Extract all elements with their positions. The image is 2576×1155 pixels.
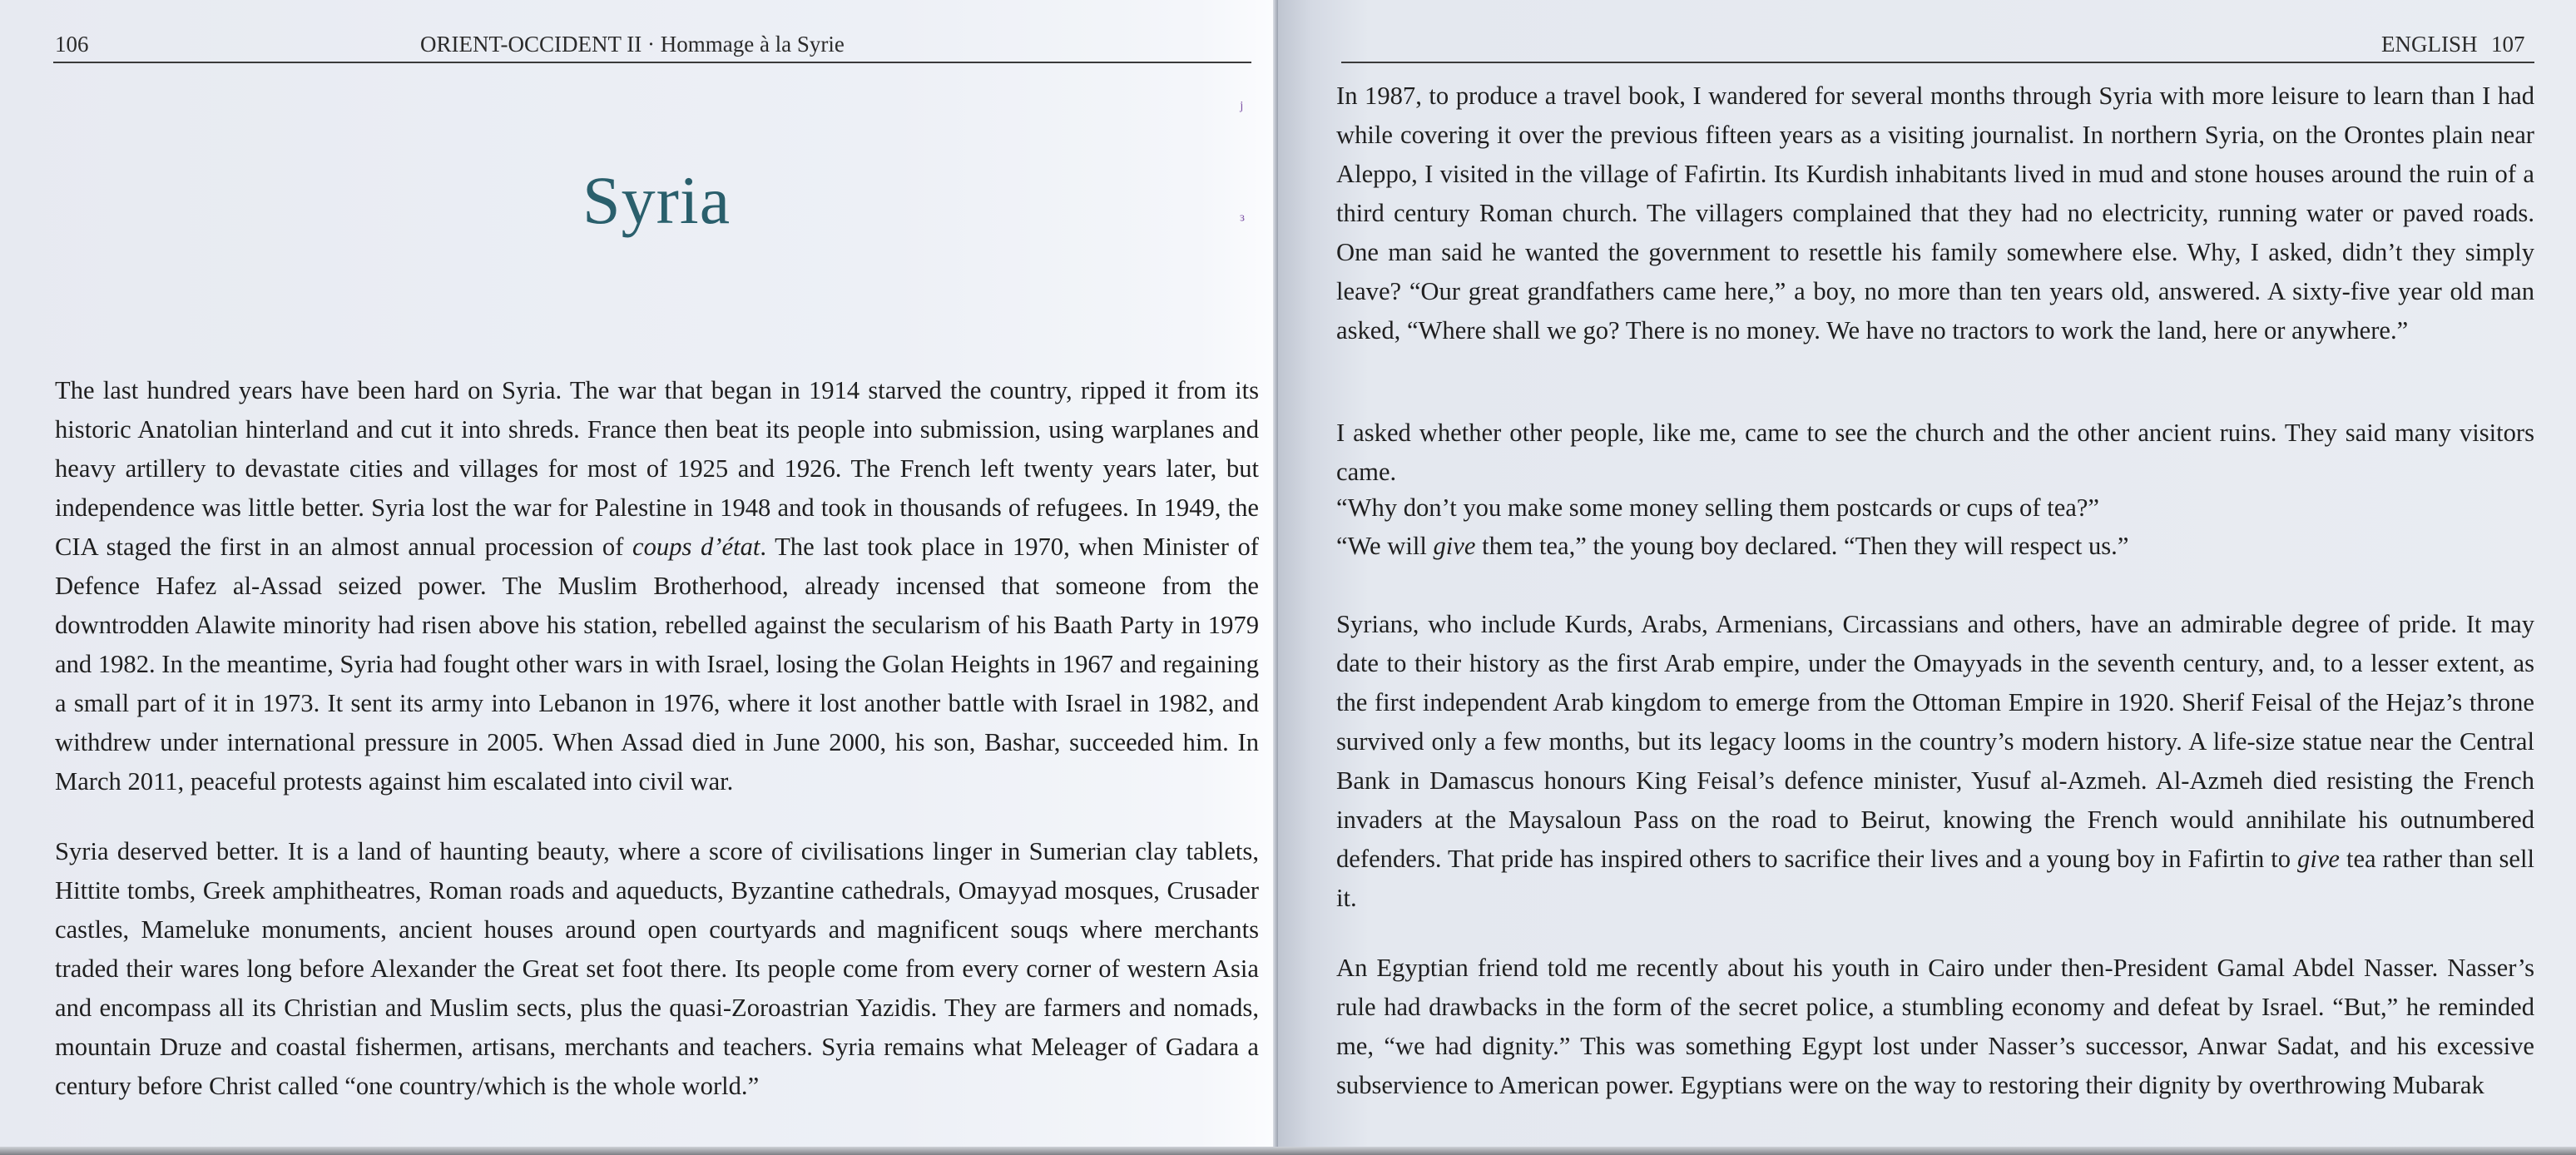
left-header-rule	[53, 62, 1251, 63]
left-page-number: 106	[55, 32, 89, 57]
left-paragraph-2: Syria deserved better. It is a land of haunting beauty, where a score of civilisations linger in Sumerian clay tablets, Hittite tombs, Greek amphitheatres, Roman roads and aqueducts, Byzantine cathedrals, Omayyad mosques, Crusader castles, Mameluke monuments, ancient houses around open courtyards and magnificent souqs where merchants traded their wares long before Alexander the Great set foot there. Its people come from every corner of western Asia and encompass all its Christian and Muslim sects, plus the quasi-Zoroastrian Yazidis. They are farmers and nomads, mountain Druze and coastal fishermen, artisans, merchants and teachers. Syria remains what Meleager of Gadara a century before Christ called “one country/which is the whole world.”	[55, 837, 1259, 1100]
chapter-title: Syria	[582, 162, 731, 238]
right-running-header: ENGLISH	[2381, 32, 2478, 57]
right-page-number: 107	[2491, 32, 2525, 57]
left-running-header: ORIENT-OCCIDENT II · Hommage à la Syrie	[420, 32, 845, 57]
dialogue-line-2: “We will give them tea,” the young boy declared. “Then they will respect us.”	[1336, 532, 2129, 560]
right-paragraph-4: An Egyptian friend told me recently about his youth in Cairo under then-President Gamal Abdel Nasser. Nasser’s rule had drawbacks in the form of the secret police, a stumbling economy and defeat by Israel. “But,” he reminded me, “we had dignity.” This was something Egypt lost under Nasser’s successor, Anwar Sadat, and his excessive subservience to American power. Egyptians were on the way to restoring their dignity by overthrowing Mubarak	[1336, 954, 2534, 1099]
right-paragraph-1: In 1987, to produce a travel book, I wandered for several months through Syria with more leisure to learn than I had while covering it over the previous fifteen years as a visiting journalist. In northern Syria, on the Orontes plain near Aleppo, I visited in the village of Fafirtin. Its Kurdish inhabitants lived in mud and stone houses around the ruin of a third century Roman church. The villagers complained that they had no electricity, running water or paved roads. One man said he wanted the government to resettle his family somewhere else. Why, I asked, didn’t they simply leave? “Our great grandfathers came here,” a boy, no more than ten years old, answered. A sixty-five year old man asked, “Where shall we go? There is no money. We have no tractors to work the land, here or anywhere.”	[1336, 82, 2534, 345]
left-page	[0, 0, 1273, 1155]
dialogue-line-1: “Why don’t you make some money selling them postcards or cups of tea?”	[1336, 493, 2100, 522]
right-paragraph-2: I asked whether other people, like me, came to see the church and the other ancient ruins. They said many visitors came.	[1336, 419, 2534, 486]
margin-mark-middle: ᵌ	[1240, 210, 1245, 231]
page-bottom-edge	[0, 1147, 2576, 1155]
left-paragraph-1: The last hundred years have been hard on Syria. The war that began in 1914 starved the country, ripped it from its historic Anatolian hinterland and cut it into shreds. France then beat its people into submission, using warplanes and heavy artillery to devastate cities and villages for most of 1925 and 1926. The French left twenty years later, but independence was little better. Syria lost the war for Palestine in 1948 and took in thousands of refugees. In 1949, the CIA staged the first in an almost annual procession of coups d’état. The last took place in 1970, when Minister of Defence Hafez al-Assad seized power. The Muslim Brotherhood, already incensed that someone from the downtrodden Alawite minority had risen above his station, rebelled against the secularism of his Baath Party in 1979 and 1982. In the meantime, Syria had fought other wars in with Israel, losing the Golan Heights in 1967 and regaining a small part of it in 1973. It sent its army into Lebanon in 1976, where it lost another battle with Israel in 1982, and withdrew under international pressure in 2005. When Assad died in June 2000, his son, Bashar, succeeded him. In March 2011, peaceful protests against him escalated into civil war.	[55, 376, 1259, 796]
right-header-rule	[1341, 62, 2534, 63]
margin-mark-top: ʲ	[1240, 98, 1243, 120]
right-paragraph-3: Syrians, who include Kurds, Arabs, Armenians, Circassians and others, have an admirable degree of pride. It may date to their history as the first Arab empire, under the Omayyads in the seventh century, and, to a lesser extent, as the first independent Arab kingdom to emerge from the Ottoman Empire in 1920. Sherif Feisal of the Hejaz’s throne survived only a few months, but its legacy looms in the country’s modern history. A life-size statue near the Central Bank in Damascus honours King Feisal’s defence minister, Yusuf al-Azmeh. Al-Azmeh died resisting the French invaders at the Maysaloun Pass on the road to Beirut, knowing the French would annihilate his outnumbered defenders. That pride has inspired others to sacrifice their lives and a young boy in Fafirtin to give tea rather than sell it.	[1336, 610, 2534, 912]
